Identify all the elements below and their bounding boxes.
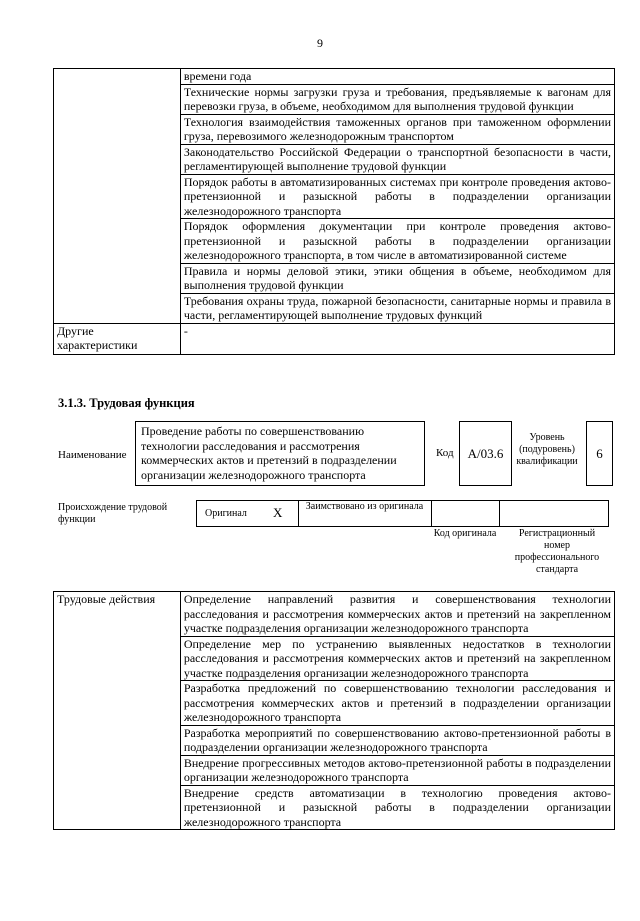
labor-action-item: Внедрение прогрессивных методов актово-претензионной работы в подразделении организации железнодорожного транспорта <box>180 755 614 785</box>
labor-action-item: Определение направлений развития и совершенствования технологии расследования и рассмотрения коммерческих актов и претензий на закрепленном участке подразделения организации железнодорожного транспорта <box>180 592 614 637</box>
labor-actions-table <box>53 591 615 830</box>
label-cell-empty <box>54 69 181 324</box>
code-value: A/03.6 <box>459 421 512 486</box>
original-label: Оригинал <box>205 508 247 519</box>
knowledge-row: времени года <box>180 69 614 85</box>
knowledge-row: Правила и нормы деловой этики, этики общения в объеме, необходимом для выполнения трудовой функции <box>180 263 614 293</box>
reg-number-caption: Регистрационный номер профессионального стандарта <box>514 528 600 575</box>
function-name-box: Проведение работы по совершенствованию технологии расследования и рассмотрения коммерческих актов и претензий в подразделении организации железнодорожного транспорта <box>135 421 425 486</box>
labor-action-item: Разработка предложений по совершенствованию технологии расследования и рассмотрения коммерческих актов и претензий в подразделении организации железнодорожного транспорта <box>180 681 614 726</box>
knowledge-table <box>53 68 615 355</box>
origin-box <box>196 500 609 527</box>
other-characteristics-value: - <box>180 323 614 354</box>
original-cell <box>197 501 299 526</box>
level-value: 6 <box>586 421 613 486</box>
name-label: Наименование <box>58 449 127 461</box>
page-number: 9 <box>317 36 323 50</box>
origin-label: Происхождение трудовой функции <box>58 502 168 525</box>
reg-number-cell <box>499 501 608 526</box>
knowledge-row: Технология взаимодействия таможенных органов при таможенном оформлении груза, перевозимого железнодорожным транспортом <box>180 114 614 144</box>
level-label: Уровень (подуровень) квалификации <box>516 432 578 467</box>
knowledge-row: Порядок работы в автоматизированных системах при контроле проведения актово-претензионной и разыскной работы в подразделении организации железнодорожного транспорта <box>180 174 614 219</box>
code-original-caption: Код оригинала <box>433 528 497 539</box>
borrowed-cell: Заимствовано из оригинала <box>298 501 432 526</box>
code-original-cell <box>431 501 500 526</box>
labor-action-item: Разработка мероприятий по совершенствованию актово-претензионной работы в подразделении организации железнодорожного транспорта <box>180 725 614 755</box>
other-characteristics-label: Другие характеристики <box>54 323 181 354</box>
knowledge-row: Законодательство Российской Федерации о транспортной безопасности в части, регламентирующей выполнение трудовой функции <box>180 144 614 174</box>
section-title: 3.1.3. Трудовая функция <box>58 396 195 410</box>
labor-action-item: Внедрение средств автоматизации в технологию проведения актово-претензионной и разыскной работы в подразделении организации железнодорожного транспорта <box>180 785 614 830</box>
knowledge-row: Требования охраны труда, пожарной безопасности, санитарные нормы и правила в части, регламентирующей выполнение трудовых функций <box>180 293 614 323</box>
original-mark: X <box>273 505 283 520</box>
code-label: Код <box>436 447 454 459</box>
labor-actions-label: Трудовые действия <box>54 592 181 830</box>
knowledge-row: Порядок оформления документации при контроле проведения актово-претензионной и разыскной работы в подразделении организации железнодорожного транспорта, в том числе в автоматизированной системе <box>180 219 614 264</box>
labor-action-item: Определение мер по устранению выявленных недостатков в технологии расследования и рассмотрения коммерческих актов и претензий на закрепленном участке подразделения организации железнодорожного транспорта <box>180 636 614 681</box>
knowledge-row: Технические нормы загрузки груза и требования, предъявляемые к вагонам для перевозки груза, в объеме, необходимом для выполнения трудовой функции <box>180 84 614 114</box>
